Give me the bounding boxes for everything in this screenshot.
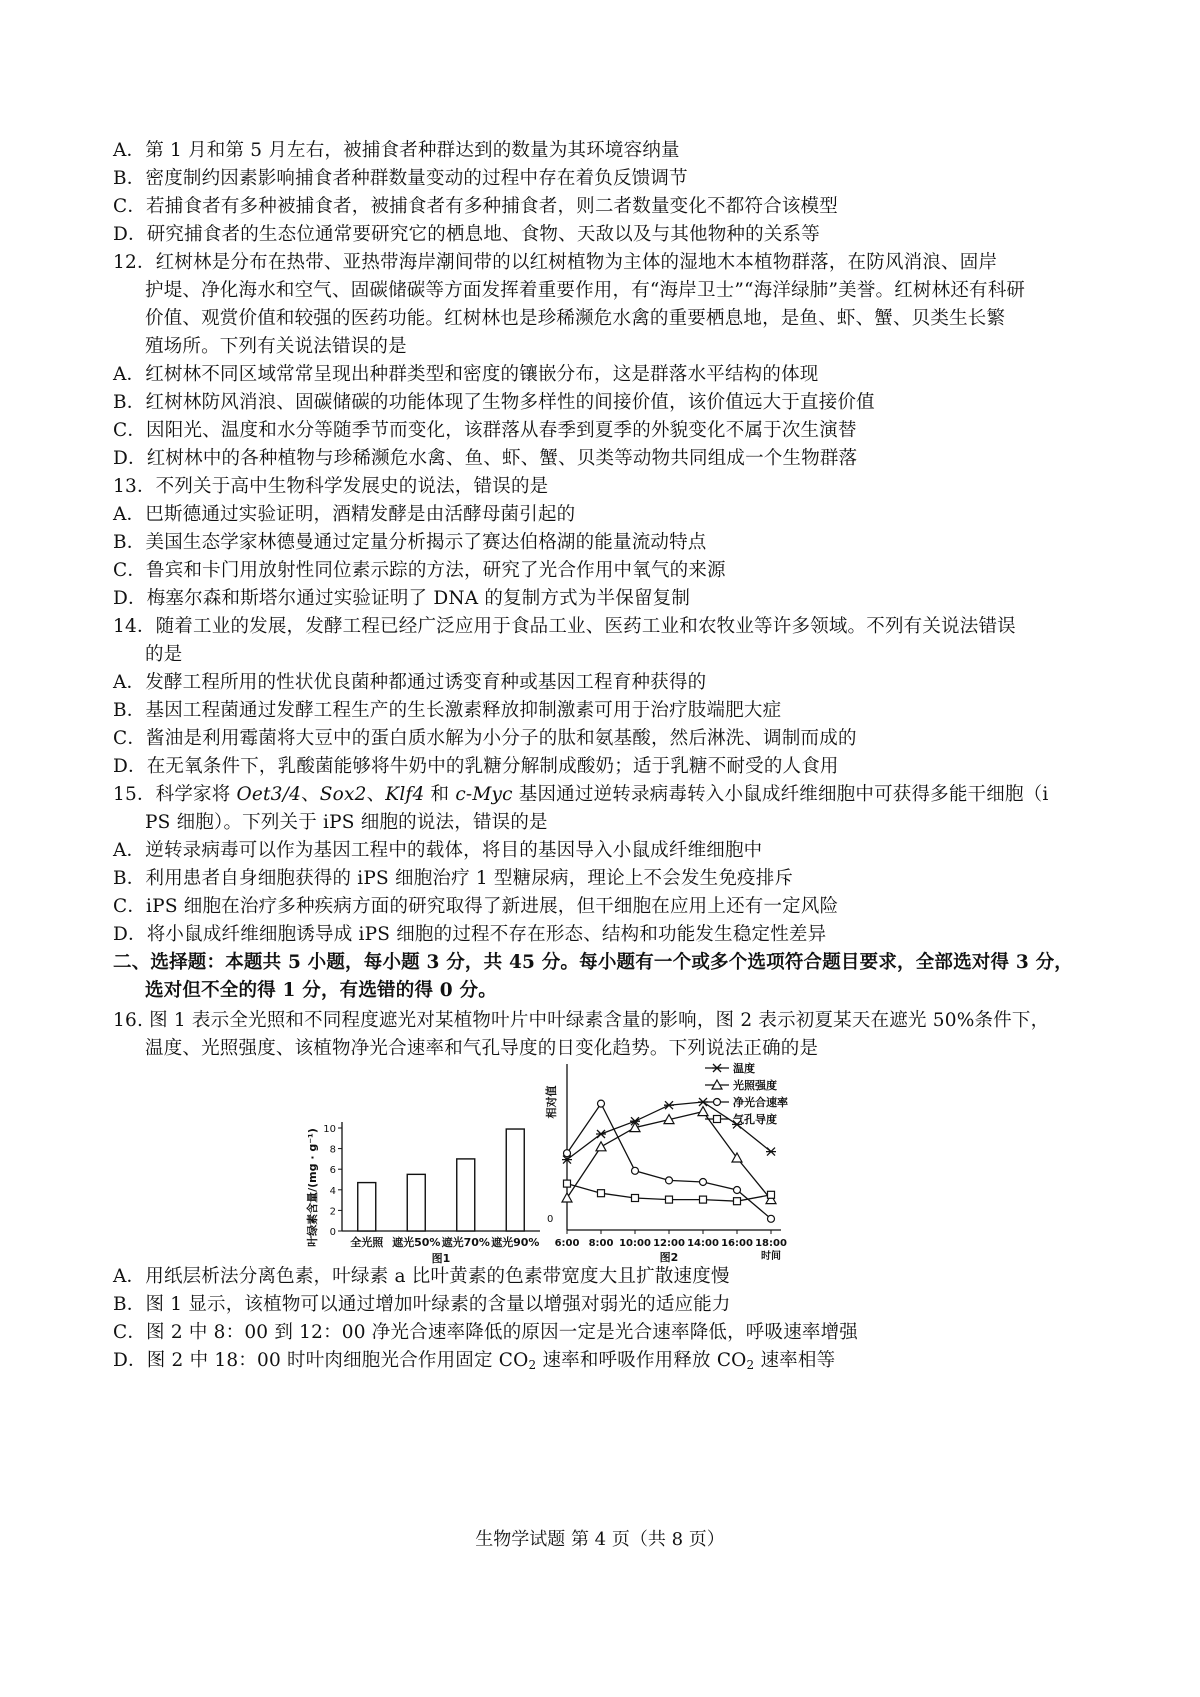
data-point: [666, 1177, 673, 1184]
y-tick-label: 10: [323, 1124, 336, 1135]
data-point: [768, 1191, 775, 1198]
q14-option-a: A．发酵工程所用的性状优良菌种都通过诱变育种或基因工程育种获得的: [113, 672, 707, 693]
q15-stem-prefix: 15．科学家将: [113, 784, 237, 805]
q13-option-a: A．巴斯德通过实验证明，酒精发酵是由活酵母菌引起的: [113, 504, 576, 525]
q12-stem-line3: 价值、观赏价值和较强的医药功能。红树林也是珍稀濒危水禽的重要栖息地，是鱼、虾、蟹、贝类生长繁: [145, 308, 1006, 329]
q12-option-c: C．因阳光、温度和水分等随季节而变化，该群落从春季到夏季的外貌变化不属于次生演替: [113, 420, 857, 441]
q14-stem-line2: 的是: [145, 644, 183, 665]
data-point: [666, 1196, 673, 1203]
y-tick-label: 2: [329, 1206, 336, 1218]
section2-heading-line1: 二、选择题：本题共 5 小题，每小题 3 分，共 45 分。每小题有一个或多个选项符合题目要求，全部选对得 3 分，: [113, 952, 1073, 973]
section2-heading-line2: 选对但不全的得 1 分，有选错的得 0 分。: [145, 980, 497, 1001]
q16-stem-line1: 16. 图 1 表示全光照和不同程度遮光对某植物叶片中叶绿素含量的影响，图 2 表示初夏某天在遮光 50%条件下，: [113, 1010, 1050, 1031]
x-axis-label: 时间: [761, 1251, 781, 1262]
y-axis-label: 相对值: [545, 1085, 558, 1119]
figure-1-svg: [300, 1085, 560, 1268]
data-point: [734, 1187, 741, 1194]
legend-label: 净光合速率: [733, 1096, 788, 1109]
q12-option-d: D．红树林中的各种植物与珍稀濒危水禽、鱼、虾、蟹、贝类等动物共同组成一个生物群落: [113, 448, 858, 469]
y-tick-label: 0: [329, 1227, 336, 1238]
q14-stem-line1: 14．随着工业的发展，发酵工程已经广泛应用于食品工业、医药工业和农牧业等许多领域。不列有关说法错误: [113, 616, 1016, 637]
y-origin-label: 0: [547, 1214, 554, 1225]
separator: 、: [366, 784, 386, 805]
q13-option-c: C．鲁宾和卡门用放射性同位素示踪的方法，研究了光合作用中氧气的来源: [113, 560, 726, 581]
x-tick-label: 10:00: [619, 1238, 651, 1249]
x-tick-label: 16:00: [721, 1238, 753, 1249]
q13-option-d: D．梅塞尔森和斯塔尔通过实验证明了 DNA 的复制方式为半保留复制: [113, 588, 691, 609]
data-point: [564, 1180, 571, 1187]
data-point: [564, 1150, 571, 1157]
q15-option-a: A．逆转录病毒可以作为基因工程中的载体，将目的基因导入小鼠成纤维细胞中: [113, 840, 763, 861]
legend-label: 气孔导度: [733, 1113, 777, 1126]
gene-klf4: Klf4: [385, 784, 425, 805]
data-point: [596, 1142, 606, 1151]
subscript: 2: [528, 1358, 537, 1372]
x-tick-label: 12:00: [653, 1238, 685, 1249]
q11-option-d: D．研究捕食者的生态位通常要研究它的栖息地、食物、天敌以及与其他物种的关系等: [113, 224, 820, 245]
q14-option-c: C．酱油是利用霉菌将大豆中的蛋白质水解为小分子的肽和氨基酸，然后淋洗、调制而成的: [113, 728, 857, 749]
q16-stem-line2: 温度、光照强度、该植物净光合速率和气孔导度的日变化趋势。下列说法正确的是: [145, 1038, 819, 1059]
x-tick-label: 14:00: [687, 1238, 719, 1249]
q13-option-b: B．美国生态学家林德曼通过定量分析揭示了赛达伯格湖的能量流动特点: [113, 532, 707, 553]
x-tick-label: 遮光90%: [491, 1236, 540, 1249]
q12-stem-line2: 护堤、净化海水和空气、固碳储碳等方面发挥着重要作用，有“海岸卫士”“海洋绿肺”美誉。红树林还有科研: [145, 280, 1026, 301]
legend-marker: [712, 1064, 722, 1072]
data-point: [698, 1107, 708, 1116]
q12-option-b: B．红树林防风消浪、固碳储碳的功能体现了生物多样性的间接价值，该价值远大于直接价值: [113, 392, 875, 413]
x-tick-label: 遮光50%: [392, 1236, 441, 1249]
gene-sox2: Sox2: [319, 784, 367, 805]
conjunction: 和: [424, 784, 456, 805]
figure-title: 图2: [659, 1251, 679, 1264]
data-point: [766, 1148, 776, 1156]
q11-option-c: C．若捕食者有多种被捕食者，被捕食者有多种捕食者，则二者数量变化不都符合该模型: [113, 196, 838, 217]
q15-option-d: D．将小鼠成纤维细胞诱导成 iPS 细胞的过程不存在形态、结构和功能发生稳定性差异: [113, 924, 827, 945]
x-tick-label: 全光照: [350, 1236, 384, 1249]
legend-marker: [714, 1099, 721, 1106]
q14-option-b: B．基因工程菌通过发酵工程生产的生长激素释放抑制激素可用于治疗肢端肥大症: [113, 700, 782, 721]
q14-option-d: D．在无氧条件下，乳酸菌能够将牛奶中的乳糖分解制成酸奶；适于乳糖不耐受的人食用: [113, 756, 839, 777]
figure-title: 图1: [431, 1252, 451, 1265]
data-point: [732, 1153, 742, 1162]
gene-cmyc: c-Myc: [455, 784, 513, 805]
legend-label: 光照强度: [733, 1079, 777, 1092]
x-tick-label: 18:00: [755, 1238, 787, 1249]
q16-option-c: C．图 2 中 8：00 到 12：00 净光合速率降低的原因一定是光合速率降低，呼吸速率增强: [113, 1322, 859, 1343]
y-tick-label: 4: [329, 1185, 336, 1197]
q13-stem: 13．不列关于高中生物科学发展史的说法，错误的是: [113, 476, 549, 497]
q16-option-a: A．用纸层析法分离色素，叶绿素 a 比叶黄素的色素带宽度大且扩散速度慢: [113, 1266, 730, 1287]
q15-option-c: C．iPS 细胞在治疗多种疾病方面的研究取得了新进展，但干细胞在应用上还有一定风险: [113, 896, 839, 917]
bar: [457, 1159, 475, 1231]
figure-1-bar-chart: [300, 1085, 560, 1272]
data-point: [598, 1190, 605, 1197]
q15-stem-line2: PS 细胞）。下列关于 iPS 细胞的说法，错误的是: [145, 812, 548, 833]
y-tick-label: 8: [329, 1144, 336, 1156]
q16-option-d-part2: 速率和呼吸作用释放 CO: [536, 1350, 747, 1371]
data-point: [734, 1198, 741, 1205]
x-tick-label: 6:00: [554, 1238, 580, 1249]
bar: [407, 1174, 425, 1231]
x-tick-label: 遮光70%: [441, 1236, 490, 1249]
y-tick-label: 6: [329, 1165, 336, 1177]
q11-option-b: B．密度制约因素影响捕食者种群数量变动的过程中存在着负反馈调节: [113, 168, 688, 189]
gene-oct: Oet3/4: [236, 784, 302, 805]
q15-stem-suffix: 基因通过逆转录病毒转入小鼠成纤维细胞中可获得多能干细胞（i: [512, 784, 1049, 805]
data-point: [598, 1100, 605, 1107]
q16-option-b: B．图 1 显示，该植物可以通过增加叶绿素的含量以增强对弱光的适应能力: [113, 1294, 731, 1315]
data-point: [664, 1101, 674, 1109]
q12-stem-line1: 12．红树林是分布在热带、亚热带海岸潮间带的以红树植物为主体的湿地木本植物群落，在防风消浪、固岸: [113, 252, 998, 273]
figure-2-line-chart: [545, 1060, 835, 1274]
data-point: [596, 1130, 606, 1138]
y-axis-label: 叶绿素含量/(mg · g⁻¹): [306, 1128, 319, 1247]
q15-option-b: B．利用患者自身细胞获得的 iPS 细胞治疗 1 型糖尿病，理论上不会发生免疫排斥: [113, 868, 794, 889]
data-point: [632, 1195, 639, 1202]
page-footer: 生物学试题 第 4 页（共 8 页）: [475, 1529, 725, 1550]
data-point: [768, 1215, 775, 1222]
q12-stem-line4: 殖场所。下列有关说法错误的是: [145, 336, 407, 357]
figure-2-svg: [545, 1060, 835, 1270]
q16-option-d: [113, 1346, 1103, 1376]
q11-option-a: A．第 1 月和第 5 月左右，被捕食者种群达到的数量为其环境容纳量: [113, 140, 680, 161]
separator: 、: [301, 784, 320, 805]
q16-option-d-part1: D．图 2 中 18：00 时叶肉细胞光合作用固定 CO: [113, 1350, 529, 1371]
x-tick-label: 8:00: [588, 1238, 614, 1249]
data-point: [632, 1167, 639, 1174]
q16-option-d-part3: 速率相等: [754, 1350, 836, 1371]
legend-label: 温度: [733, 1062, 755, 1075]
data-point: [700, 1196, 707, 1203]
legend-marker: [714, 1116, 721, 1123]
data-point: [700, 1179, 707, 1186]
data-point: [562, 1193, 572, 1202]
bar: [506, 1129, 524, 1231]
bar: [358, 1183, 376, 1231]
q15-stem-line1: [113, 780, 1103, 810]
q12-option-a: A．红树林不同区域常常呈现出种群类型和密度的镶嵌分布，这是群落水平结构的体现: [113, 364, 819, 385]
subscript: 2: [746, 1358, 755, 1372]
